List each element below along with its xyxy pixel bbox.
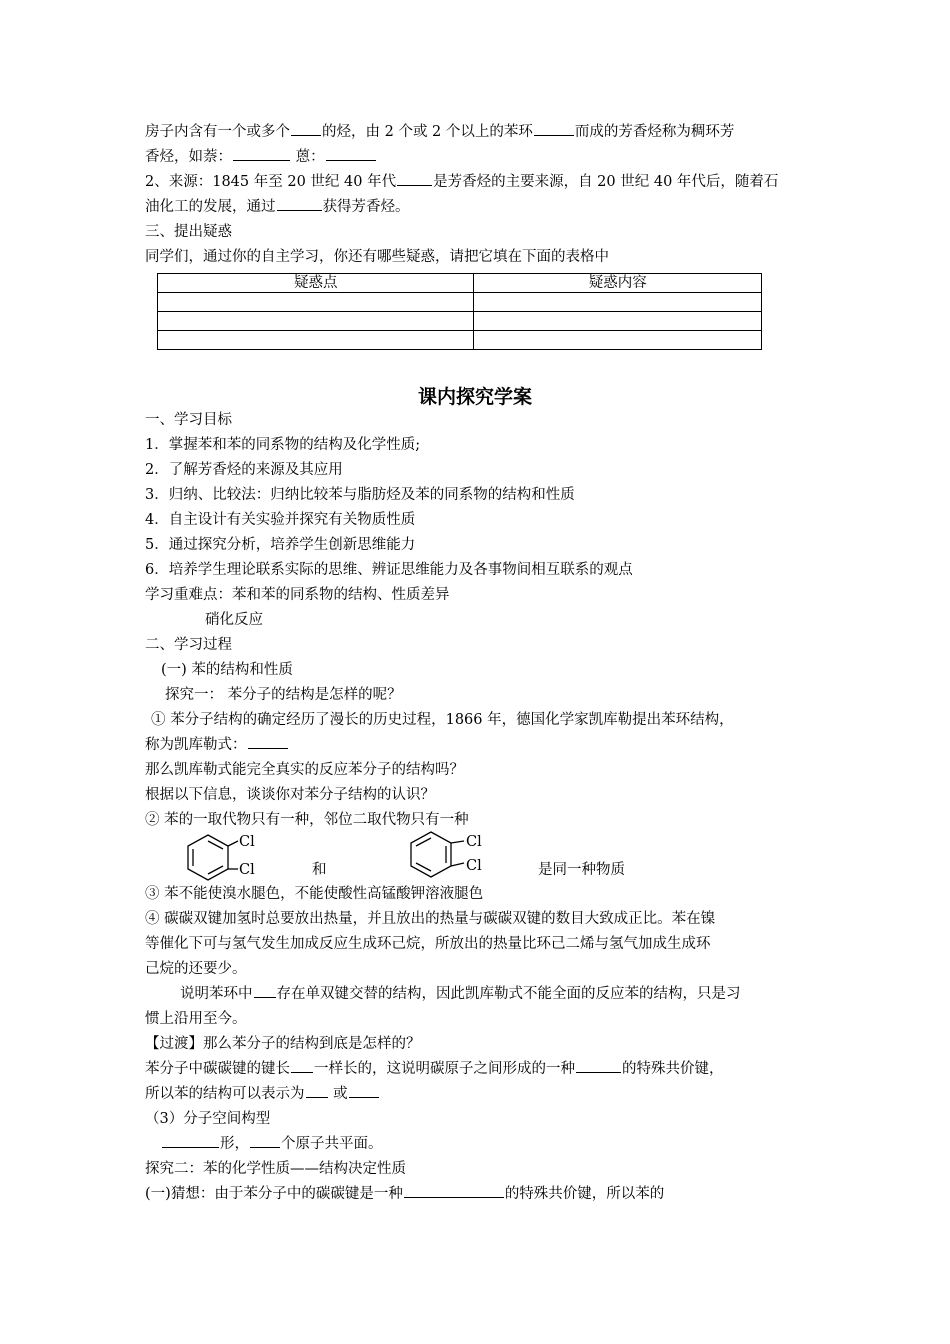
text-line: 根据以下信息，谈谈你对苯分子结构的认识？ [145,787,435,803]
text: 存在单双键交替的结构，因此凯库勒式不能全面的反应苯的结构，只是习 [276,986,741,1002]
list-item: 2．了解芳香烃的来源及其应用 [145,462,343,478]
text-line [145,195,810,220]
list-item: 4．自主设计有关实验并探究有关物质性质 [145,512,416,528]
blank [250,1132,280,1148]
blank [277,195,322,211]
text: 香烃，如萘： [145,149,232,165]
document-page [145,120,810,270]
text: 是芳香烃的主要来源，自 20 世纪 40 年代后，随着石 [433,174,779,190]
blank [349,1082,379,1098]
and-text: 和 [312,862,327,878]
text: 形， [220,1136,249,1152]
heading: 三、提出疑惑 [145,224,232,240]
text-line [145,1182,810,1207]
text-line [145,170,810,195]
list-item: 3．归纳、比较法：归纳比较苯与脂肪烃及苯的同系物的结构和性质 [145,487,575,503]
blank [404,1182,504,1198]
chlorine-label: Cl [466,858,482,874]
text-line [145,1132,810,1157]
text: 而成的芳香烃称为稠环芳 [574,124,735,140]
text-line: ① 苯分子结构的确定经历了漫长的历史过程，1866 年，德国化学家凯库勒提出苯环结构， [151,712,734,728]
text: 说明苯环中 [180,986,253,1002]
text: 所以苯的结构可以表示为 [145,1086,305,1102]
blank [326,145,376,161]
text: 的特殊共价键， [622,1061,724,1077]
table-header-row [158,274,762,293]
text-line: 探究二：苯的化学性质——结构决定性质 [145,1161,406,1177]
table-row [158,312,762,331]
text-line: ② 苯的一取代物只有一种，邻位二取代物只有一种 [145,812,469,828]
list-item: 5．通过探究分析，培养学生创新思维能力 [145,537,416,553]
subheading: (一) 苯的结构和性质 [161,662,293,678]
chlorine-label: Cl [239,834,255,850]
text-line: 己烷的还要少。 [145,961,247,977]
blank [233,145,290,161]
table-row [158,293,762,312]
text: 一样长的，这说明碳原子之间形成的一种 [314,1061,575,1077]
lesson-body-2 [145,882,810,1207]
header-cell: 疑惑内容 [474,274,762,293]
text-line: 同学们，通过你的自主学习，你还有哪些疑惑，请把它填在下面的表格中 [145,249,609,265]
same-substance-text: 是同一种物质 [538,862,625,878]
text-line [145,145,810,170]
text-line: ③ 苯不能使溴水腿色，不能使酸性高锰酸钾溶液腿色 [145,886,484,902]
heading: 二、学习过程 [145,637,232,653]
blank [162,1132,219,1148]
blank [534,120,574,136]
text: 房子内含有一个或多个 [145,124,290,140]
text-line: 学习重难点：苯和苯的同系物的结构、性质差异 [145,587,450,603]
text-line: ④ 碳碳双键加氢时总要放出热量，并且放出的热量与碳碳双键的数目大致成正比。苯在镍 [145,911,716,927]
text: 苯分子中碳碳键的键长 [145,1061,290,1077]
text: 或 [328,1086,348,1102]
text-line: 等催化下可与氢气发生加成反应生成环己烷，所放出的热量比环己二烯与氢气加成生成环 [145,936,711,952]
blank [254,982,276,998]
table-cell[interactable] [158,312,474,331]
text: 油化工的发展，通过 [145,199,276,215]
blank [397,170,432,186]
blank [306,1082,328,1098]
text: 蒽： [291,149,325,165]
table-cell[interactable] [474,312,762,331]
blank [291,1057,313,1073]
text-line: 惯上沿用至今。 [145,1011,247,1027]
header-cell: 疑惑点 [158,274,474,293]
text-line: 【过渡】那么苯分子的结构到底是怎样的？ [145,1036,421,1052]
blank [576,1057,621,1073]
table-row [158,331,762,350]
o-dichlorobenzene-structure-2 [406,830,506,884]
chlorine-label: Cl [239,862,255,878]
text-line [145,1057,810,1082]
text-line: 那么凯库勒式能完全真实的反应苯分子的结构吗？ [145,762,464,778]
text-line: （3）分子空间构型 [145,1111,271,1127]
table-cell[interactable] [158,331,474,350]
text: (一)猜想：由于苯分子中的碳碳键是一种 [145,1186,403,1202]
blank [248,733,288,749]
text: 个原子共平面。 [281,1136,383,1152]
text: 获得芳香烃。 [322,199,410,215]
section-title: 课内探究学案 [417,386,532,408]
table-cell[interactable] [474,293,762,312]
text-line: 硝化反应 [205,612,263,628]
list-item: 1．掌握苯和苯的同系物的结构及化学性质; [145,437,421,453]
o-dichlorobenzene-structure-1 [185,833,285,887]
text-line [145,982,810,1007]
subheading: 探究一： 苯分子的结构是怎样的呢？ [165,687,402,703]
text: 2、来源：1845 年至 20 世纪 40 年代 [145,174,397,190]
table-cell[interactable] [158,293,474,312]
list-item: 6．培养学生理论联系实际的思维、辨证思维能力及各事物间相互联系的观点 [145,562,633,578]
text: 的烃，由 2 个或 2 个以上的苯环 [322,124,533,140]
text: 称为凯库勒式： [145,737,247,753]
blank [291,120,321,136]
text-line [145,1082,810,1107]
doubts-table [157,273,762,350]
lesson-body [145,408,810,833]
text-line [145,733,810,758]
text-line [145,120,810,145]
table-cell[interactable] [474,331,762,350]
heading: 一、学习目标 [145,412,232,428]
chlorine-label: Cl [466,834,482,850]
text: 的特殊共价键，所以苯的 [504,1186,665,1202]
